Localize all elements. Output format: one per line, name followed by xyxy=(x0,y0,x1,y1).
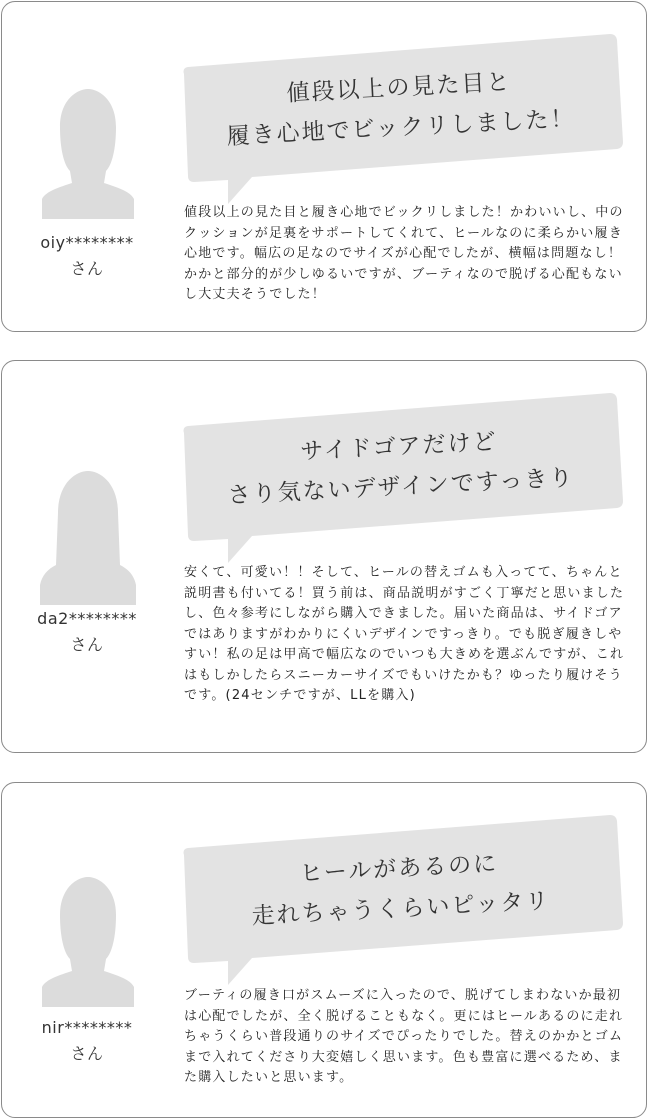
reviewer-name xyxy=(2,230,172,282)
headline-line-2: 走れちゃうくらいピッタリ xyxy=(251,888,552,930)
headline-text xyxy=(187,37,613,179)
reviewer-honorific: さん xyxy=(70,635,104,654)
headline-bubble xyxy=(180,391,625,541)
headline-line-2: さり気ないデザインですっきり xyxy=(227,464,575,510)
reviewer-honorific: さん xyxy=(70,1044,104,1063)
user-avatar-icon xyxy=(38,875,138,1007)
headline-line-1: 値段以上の見た目と xyxy=(285,69,512,107)
reviewer-name xyxy=(2,606,172,658)
reviewer-id: oiy******** xyxy=(40,233,134,252)
headline-bubble xyxy=(180,32,625,182)
user-avatar-icon xyxy=(38,469,138,605)
reviewer-id: da2******** xyxy=(37,609,137,628)
review-card xyxy=(1,360,647,753)
user-avatar-icon xyxy=(38,87,138,219)
reviewer-id: nir******** xyxy=(41,1018,133,1037)
review-body: 安くて、可愛い！！そして、ヒールの替えゴムも入ってて、ちゃんと説明書も付いてる！買う前は、商品説明がすごく丁寧だと思いましたし、色々参考にしながら購入できました。届いた商品は、サイドゴアではありますがわかりにくいデザインですっきり。でも脱ぎ履きしやすい！私の足は甲高で幅広なのでいつも大きめを選ぶんですが、これはもしかしたらスニーカーサイズでもいけたかも？ゆったり履けそうです。(24センチですが、LLを購入) xyxy=(184,565,625,703)
review-body: ブーティの履き口がスムーズに入ったので、脱げてしまわないか最初は心配でしたが、全く脱げることもなく。更にはヒールあるのに走れちゃうくらい普段通りのサイズでぴったりでした。替えのかかとゴムまで入れてくださり大変嬉しく思います。色も豊富に選べるため、また購入したいと思います。 xyxy=(184,988,624,1085)
reviewer-honorific: さん xyxy=(70,259,104,278)
headline-line-1: サイドゴアだけど xyxy=(299,428,499,466)
headline-line-1: ヒールがあるのに xyxy=(299,850,499,888)
review-card xyxy=(1,782,647,1118)
review-body: 値段以上の見た目と履き心地でビックリしました！かわいいし、中のクッションが足裏をサポートしてくれて、ヒールなのに柔らかい履き心地です。幅広の足なのでサイズが心配でしたが、横幅は問題なし！かかと部分的が少しゆるいですが、ブーティなので脱げる心配もないし大丈夫そうでした！ xyxy=(184,205,624,302)
headline-line-2: 履き心地でビックリしました！ xyxy=(226,105,577,151)
headline-text xyxy=(187,396,613,538)
reviewer-name xyxy=(2,1015,172,1067)
headline-text xyxy=(187,818,613,960)
review-card xyxy=(1,1,647,332)
headline-bubble xyxy=(180,813,625,963)
